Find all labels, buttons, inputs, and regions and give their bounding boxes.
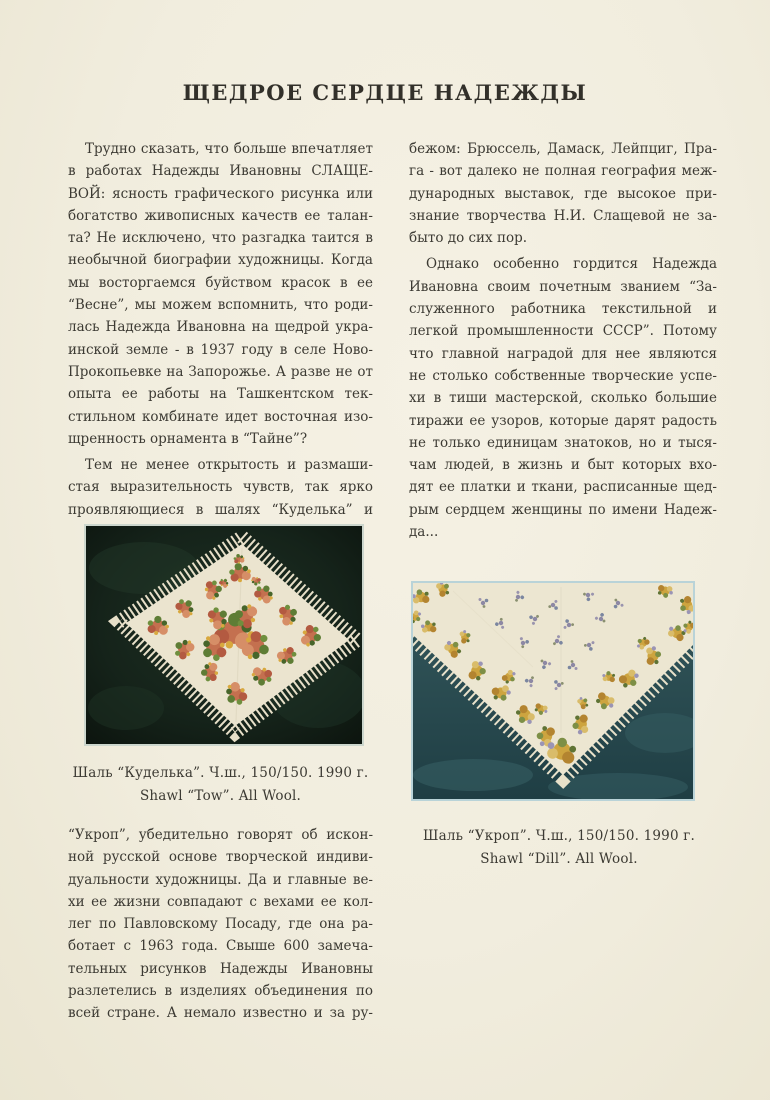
text-line: опыта ее работы на Ташкентском тек-	[68, 386, 373, 403]
text-line: ной русской основе творческой индиви-	[68, 849, 373, 866]
shawl-ukrop-illustration	[413, 583, 693, 799]
figure-ukrop-caption-en: Shawl “Dill”. All Wool.	[480, 850, 638, 867]
text-line: стильном комбинате идет восточная изо-	[68, 408, 373, 425]
right-column-text	[409, 138, 717, 543]
text-line: легкой промышленности СССР”. Потому	[409, 323, 717, 340]
text-line: в работах Надежды Ивановны СЛАЩЕ-	[68, 163, 373, 180]
text-line: разлетелись в изделиях объединения по	[68, 983, 373, 1000]
text-line: бежом: Брюссель, Дамаск, Лейпциг, Пра-	[409, 141, 717, 157]
text-line: ВОЙ: ясность графического рисунка или	[68, 185, 373, 202]
text-line: знание творчества Н.И. Слащевой не за-	[409, 207, 717, 224]
text-line: служенного работника текстильной и	[409, 301, 717, 318]
text-line: дят ее платки и ткани, расписанные щед-	[409, 479, 717, 496]
figure-kudelka-caption-ru: Шаль “Куделька”. Ч.ш., 150/150. 1990 г.	[72, 765, 369, 781]
text-line: не столько собственные творческие успе-	[409, 367, 717, 384]
text-line: Прокопьевке на Запорожье. А разве не от	[68, 363, 373, 380]
text-line: Тем не менее открытость и размаши-	[85, 457, 373, 474]
left-column-upper-text	[68, 138, 373, 521]
text-line: да...	[409, 524, 439, 541]
figure-kudelka-caption-en: Shawl “Tow”. All Wool.	[139, 787, 302, 804]
figure-ukrop-caption-ru: Шаль “Укроп”. Ч.ш., 150/150. 1990 г.	[422, 828, 696, 844]
text-line: что главной наградой для нее являются	[409, 345, 717, 362]
text-line: Трудно сказать, что больше впечатляет	[85, 141, 373, 157]
figure-kudelka-caption	[68, 762, 373, 807]
paragraph	[409, 253, 717, 543]
text-line: дуальности художницы. Да и главные ве-	[68, 871, 373, 888]
text-line: дународных выставок, где высокое при-	[409, 185, 717, 202]
text-line: рым сердцем женщины по имени Надеж-	[409, 501, 717, 518]
text-line: Ивановна своим почетным званием “За-	[409, 278, 717, 295]
text-line: “Весне”, мы можем вспомнить, что роди-	[68, 297, 373, 314]
shawl-kudelka-illustration	[86, 526, 362, 744]
paragraph	[409, 138, 717, 249]
shawl-kudelka-photo	[84, 524, 364, 746]
text-line: богатство живописных качеств ее талан-	[68, 207, 373, 224]
paragraph	[68, 824, 373, 1025]
text-line: всей стране. А немало известно и за ру-	[68, 1005, 373, 1022]
text-line: хи в тиши мастерской, сколько большие	[409, 390, 717, 407]
text-line: мы восторгаемся буйством красок в ее	[68, 274, 373, 291]
text-line: необычной биографии художницы. Когда	[68, 252, 373, 269]
text-line: не только единицам знатоков, но и тыся-	[409, 434, 717, 451]
text-line: лась Надежда Ивановна на щедрой укра-	[68, 319, 373, 336]
text-line: тельных рисунков Надежды Ивановны	[68, 960, 373, 977]
text-line: инской земле - в 1937 году в селе Ново-	[68, 341, 373, 358]
text-line: чам людей, в жизнь и быт которых вхо-	[409, 457, 717, 474]
text-line: “Укроп”, убедительно говорят об искон-	[68, 827, 373, 843]
text-line: быто до сих пор.	[409, 230, 528, 247]
text-line: щренность орнамента в “Тайне”?	[68, 430, 308, 447]
text-line: хи ее жизни совпадают с вехами ее кол-	[68, 893, 373, 910]
text-line: лег по Павловскому Посаду, где она ра-	[68, 916, 373, 933]
page-title: ЩЕДРОЕ СЕРДЦЕ НАДЕЖДЫ	[182, 80, 588, 106]
text-line: Однако особенно гордится Надежда	[426, 256, 717, 273]
paragraph	[68, 138, 373, 450]
text-line: стая выразительность чувств, так ярко	[68, 479, 373, 496]
figure-ukrop-caption	[409, 825, 709, 870]
text-line: ботает с 1963 года. Свыше 600 замеча-	[68, 938, 373, 955]
left-column-lower-text	[68, 824, 373, 1025]
text-line: га - вот далеко не полная география меж-	[409, 163, 717, 180]
text-line: проявляющиеся в шалях “Куделька” и	[68, 501, 373, 518]
paragraph	[68, 454, 373, 521]
shawl-ukrop-photo	[411, 581, 695, 801]
text-line: та? Не исключено, что разгадка таится в	[68, 230, 373, 247]
text-line: тиражи ее узоров, которые дарят радость	[409, 412, 717, 429]
